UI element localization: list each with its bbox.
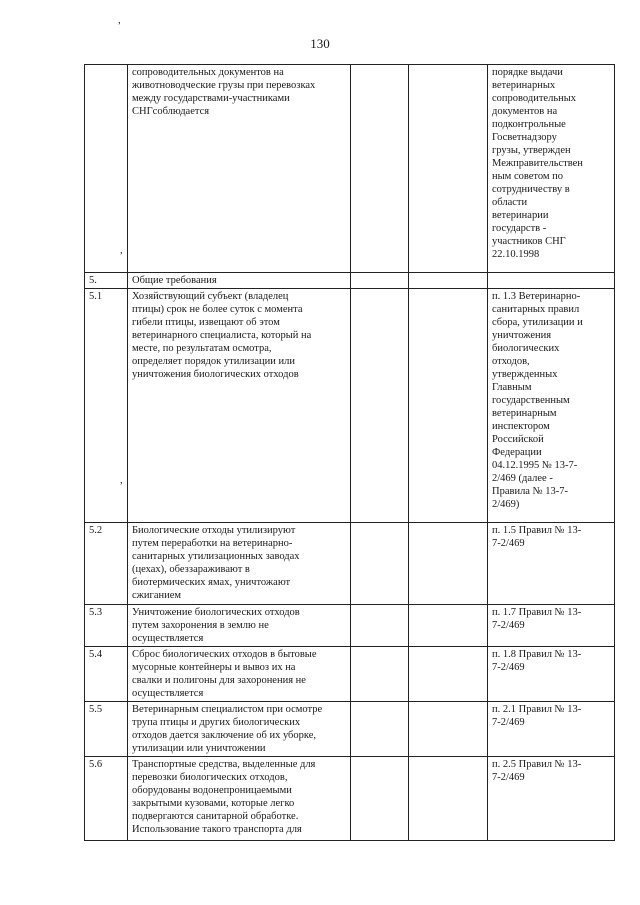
row-number: 5.3	[85, 605, 128, 647]
empty-cell	[409, 273, 488, 289]
scan-mark: ,	[120, 474, 123, 486]
scan-mark: ,	[118, 14, 121, 26]
requirement-text: Биологические отходы утилизируют путем переработки на ветеринарно- санитарных утилизационных заводах (цехах), обеззараживают в биотермических ямах, уничтожают сжиганием	[128, 523, 351, 605]
empty-cell	[409, 605, 488, 647]
empty-cell	[409, 702, 488, 757]
row-number: 5.1	[85, 289, 128, 523]
legal-reference: п. 2.5 Правил № 13- 7-2/469	[488, 757, 615, 841]
requirement-text: Уничтожение биологических отходов путем захоронения в землю не осуществляется	[128, 605, 351, 647]
requirement-text: Хозяйствующий субъект (владелец птицы) срок не более суток с момента гибели птицы, извещают об этом ветеринарного специалиста, который на месте, по результатам осмотра, определяет порядок утилизации или уничтожения биологических отходов	[128, 289, 351, 523]
requirement-text: Сброс биологических отходов в бытовые мусорные контейнеры и вывоз их на свалки и полигоны для захоронения не осуществляется	[128, 647, 351, 702]
table-row	[85, 289, 615, 523]
row-number: 5.5	[85, 702, 128, 757]
section-number: 5.	[85, 273, 128, 289]
empty-cell	[409, 647, 488, 702]
empty-cell	[351, 273, 409, 289]
legal-reference: п. 2.1 Правил № 13- 7-2/469	[488, 702, 615, 757]
row-number: 5.6	[85, 757, 128, 841]
page-number: 130	[310, 36, 330, 51]
empty-cell	[351, 647, 409, 702]
requirements-table	[84, 64, 615, 841]
legal-reference: п. 1.5 Правил № 13- 7-2/469	[488, 523, 615, 605]
empty-cell	[351, 289, 409, 523]
table-row	[85, 702, 615, 757]
empty-cell	[409, 289, 488, 523]
table-row	[85, 523, 615, 605]
empty-cell	[351, 523, 409, 605]
scan-mark: ,	[120, 244, 123, 256]
legal-reference	[488, 273, 615, 289]
empty-cell	[409, 757, 488, 841]
table-row	[85, 65, 615, 273]
requirement-text: сопроводительных документов на животноводческие грузы при перевозках между государствами-участниками СНГсоблюдается	[128, 65, 351, 273]
legal-reference: п. 1.8 Правил № 13- 7-2/469	[488, 647, 615, 702]
empty-cell	[409, 523, 488, 605]
legal-reference: порядке выдачи ветеринарных сопроводительных документов на подконтрольные Госветнадзору грузы, утвержден Межправительствен ным советом по сотрудничеству в области ветеринарии государств - участников СНГ 22.10.1998	[488, 65, 615, 273]
row-number: 5.2	[85, 523, 128, 605]
requirement-text: Ветеринарным специалистом при осмотре трупа птицы и других биологических отходов дается заключение об их уборке, утилизации или уничтожении	[128, 702, 351, 757]
empty-cell	[351, 65, 409, 273]
empty-cell	[351, 605, 409, 647]
requirement-text: Транспортные средства, выделенные для перевозки биологических отходов, оборудованы водонепроницаемыми закрытыми кузовами, которые легко подвергаются санитарной обработке. Использование такого транспорта для	[128, 757, 351, 841]
legal-reference: п. 1.7 Правил № 13- 7-2/469	[488, 605, 615, 647]
empty-cell	[351, 757, 409, 841]
table-row	[85, 605, 615, 647]
section-title: Общие требования	[128, 273, 351, 289]
row-number	[85, 65, 128, 273]
row-number: 5.4	[85, 647, 128, 702]
legal-reference: п. 1.3 Ветеринарно- санитарных правил сбора, утилизации и уничтожения биологических отходов, утвержденных Главным государственным ветеринарным инспектором Российской Федерации 04.12.1995 № 13-7- 2/469 (далее - Правила № 13-7- 2/469)	[488, 289, 615, 523]
table-row	[85, 757, 615, 841]
table-row	[85, 647, 615, 702]
table-row	[85, 273, 615, 289]
empty-cell	[409, 65, 488, 273]
empty-cell	[351, 702, 409, 757]
